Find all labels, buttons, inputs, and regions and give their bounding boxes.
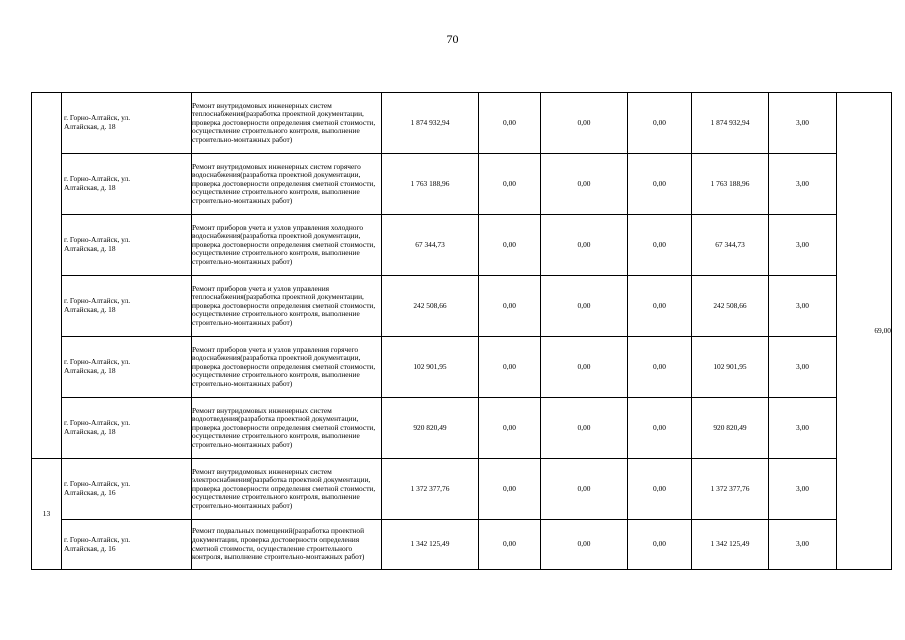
cost-col-4: 920 820,49 — [692, 398, 769, 459]
cost-col-5: 3,00 — [769, 520, 837, 570]
total-cost: 1 342 125,49 — [382, 520, 479, 570]
work-description: Ремонт внутридомовых инженерных систем теплоснабжения(разработка проектной документации, проверка достоверности определения сметной стоимости, осуществление строительного контроля, выполнение строительно-монтажных работ) — [192, 93, 382, 154]
works-table — [31, 92, 892, 570]
cost-col-5: 3,00 — [769, 215, 837, 276]
cost-col-5: 3,00 — [769, 93, 837, 154]
table-row — [32, 154, 892, 215]
cost-col-3: 0,00 — [628, 154, 692, 215]
total-cost: 242 508,66 — [382, 276, 479, 337]
address-cell: г. Горно-Алтайск, ул. Алтайская, д. 18 — [62, 93, 192, 154]
cost-col-1: 0,00 — [479, 93, 541, 154]
work-description: Ремонт приборов учета и узлов управления горячего водоснабжения(разработка проектной документации, проверка достоверности определения сметной стоимости, осуществление строительного контроля, выполнение строительно-монтажных работ) — [192, 337, 382, 398]
cost-col-4: 1 372 377,76 — [692, 459, 769, 520]
table-row — [32, 398, 892, 459]
table-row — [32, 520, 892, 570]
cost-col-1: 0,00 — [479, 276, 541, 337]
cost-col-4: 102 901,95 — [692, 337, 769, 398]
table-row — [32, 459, 892, 520]
cost-col-3: 0,00 — [628, 398, 692, 459]
cost-col-2: 0,00 — [541, 520, 628, 570]
work-description: Ремонт приборов учета и узлов управления теплоснабжения(разработка проектной документации, проверка достоверности определения сметной стоимости, осуществление строительного контроля, выполнение строительно-монтажных работ) — [192, 276, 382, 337]
cost-col-1: 0,00 — [479, 215, 541, 276]
cost-col-3: 0,00 — [628, 215, 692, 276]
cost-col-1: 0,00 — [479, 459, 541, 520]
work-description: Ремонт внутридомовых инженерных систем водоотведения(разработка проектной документации, проверка достоверности определения сметной стоимости, осуществление строительного контроля, выполнение строительно-монтажных работ) — [192, 398, 382, 459]
cost-col-1: 0,00 — [479, 154, 541, 215]
cost-col-5: 3,00 — [769, 398, 837, 459]
cost-col-5: 3,00 — [769, 459, 837, 520]
cost-col-2: 0,00 — [541, 337, 628, 398]
work-description: Ремонт подвальных помещений(разработка проектной документации, проверка достоверности определения сметной стоимости, осуществление строительного контроля, выполнение строительно-монтажных работ) — [192, 520, 382, 570]
page-number: 70 — [446, 32, 459, 46]
table-row — [32, 276, 892, 337]
cost-col-2: 0,00 — [541, 154, 628, 215]
total-cost: 67 344,73 — [382, 215, 479, 276]
total-cost: 102 901,95 — [382, 337, 479, 398]
work-description: Ремонт внутридомовых инженерных систем горячего водоснабжения(разработка проектной документации, проверка достоверности определения сметной стоимости, осуществление строительного контроля, выполнение строительно-монтажных работ) — [192, 154, 382, 215]
address-cell: г. Горно-Алтайск, ул. Алтайская, д. 18 — [62, 276, 192, 337]
cost-col-5: 3,00 — [769, 276, 837, 337]
cost-col-2: 0,00 — [541, 93, 628, 154]
address-cell: г. Горно-Алтайск, ул. Алтайская, д. 16 — [62, 520, 192, 570]
cost-col-3: 0,00 — [628, 93, 692, 154]
group-total: 69,00 — [837, 93, 892, 570]
cost-col-4: 1 763 188,96 — [692, 154, 769, 215]
cost-col-3: 0,00 — [628, 459, 692, 520]
cost-col-4: 67 344,73 — [692, 215, 769, 276]
cost-col-3: 0,00 — [628, 337, 692, 398]
cost-col-3: 0,00 — [628, 520, 692, 570]
total-cost: 920 820,49 — [382, 398, 479, 459]
address-cell: г. Горно-Алтайск, ул. Алтайская, д. 18 — [62, 154, 192, 215]
total-cost: 1 763 188,96 — [382, 154, 479, 215]
cost-col-1: 0,00 — [479, 398, 541, 459]
row-number-cell: 13 — [32, 459, 62, 570]
table-row — [32, 93, 892, 154]
address-cell: г. Горно-Алтайск, ул. Алтайская, д. 18 — [62, 398, 192, 459]
table-row — [32, 337, 892, 398]
cost-col-2: 0,00 — [541, 276, 628, 337]
cost-col-4: 1 342 125,49 — [692, 520, 769, 570]
work-description: Ремонт внутридомовых инженерных систем электроснабжения(разработка проектной документации, проверка достоверности определения сметной стоимости, осуществление строительного контроля, выполнение строительно-монтажных работ) — [192, 459, 382, 520]
row-number-cell — [32, 93, 62, 459]
table-row — [32, 215, 892, 276]
address-cell: г. Горно-Алтайск, ул. Алтайская, д. 16 — [62, 459, 192, 520]
cost-col-3: 0,00 — [628, 276, 692, 337]
cost-col-1: 0,00 — [479, 520, 541, 570]
cost-col-5: 3,00 — [769, 154, 837, 215]
cost-col-4: 1 874 932,94 — [692, 93, 769, 154]
cost-col-5: 3,00 — [769, 337, 837, 398]
cost-col-1: 0,00 — [479, 337, 541, 398]
cost-col-2: 0,00 — [541, 215, 628, 276]
address-cell: г. Горно-Алтайск, ул. Алтайская, д. 18 — [62, 337, 192, 398]
cost-col-4: 242 508,66 — [692, 276, 769, 337]
total-cost: 1 372 377,76 — [382, 459, 479, 520]
total-cost: 1 874 932,94 — [382, 93, 479, 154]
cost-col-2: 0,00 — [541, 459, 628, 520]
cost-col-2: 0,00 — [541, 398, 628, 459]
work-description: Ремонт приборов учета и узлов управления холодного водоснабжения(разработка проектной документации, проверка достоверности определения сметной стоимости, осуществление строительного контроля, выполнение строительно-монтажных работ) — [192, 215, 382, 276]
address-cell: г. Горно-Алтайск, ул. Алтайская, д. 18 — [62, 215, 192, 276]
